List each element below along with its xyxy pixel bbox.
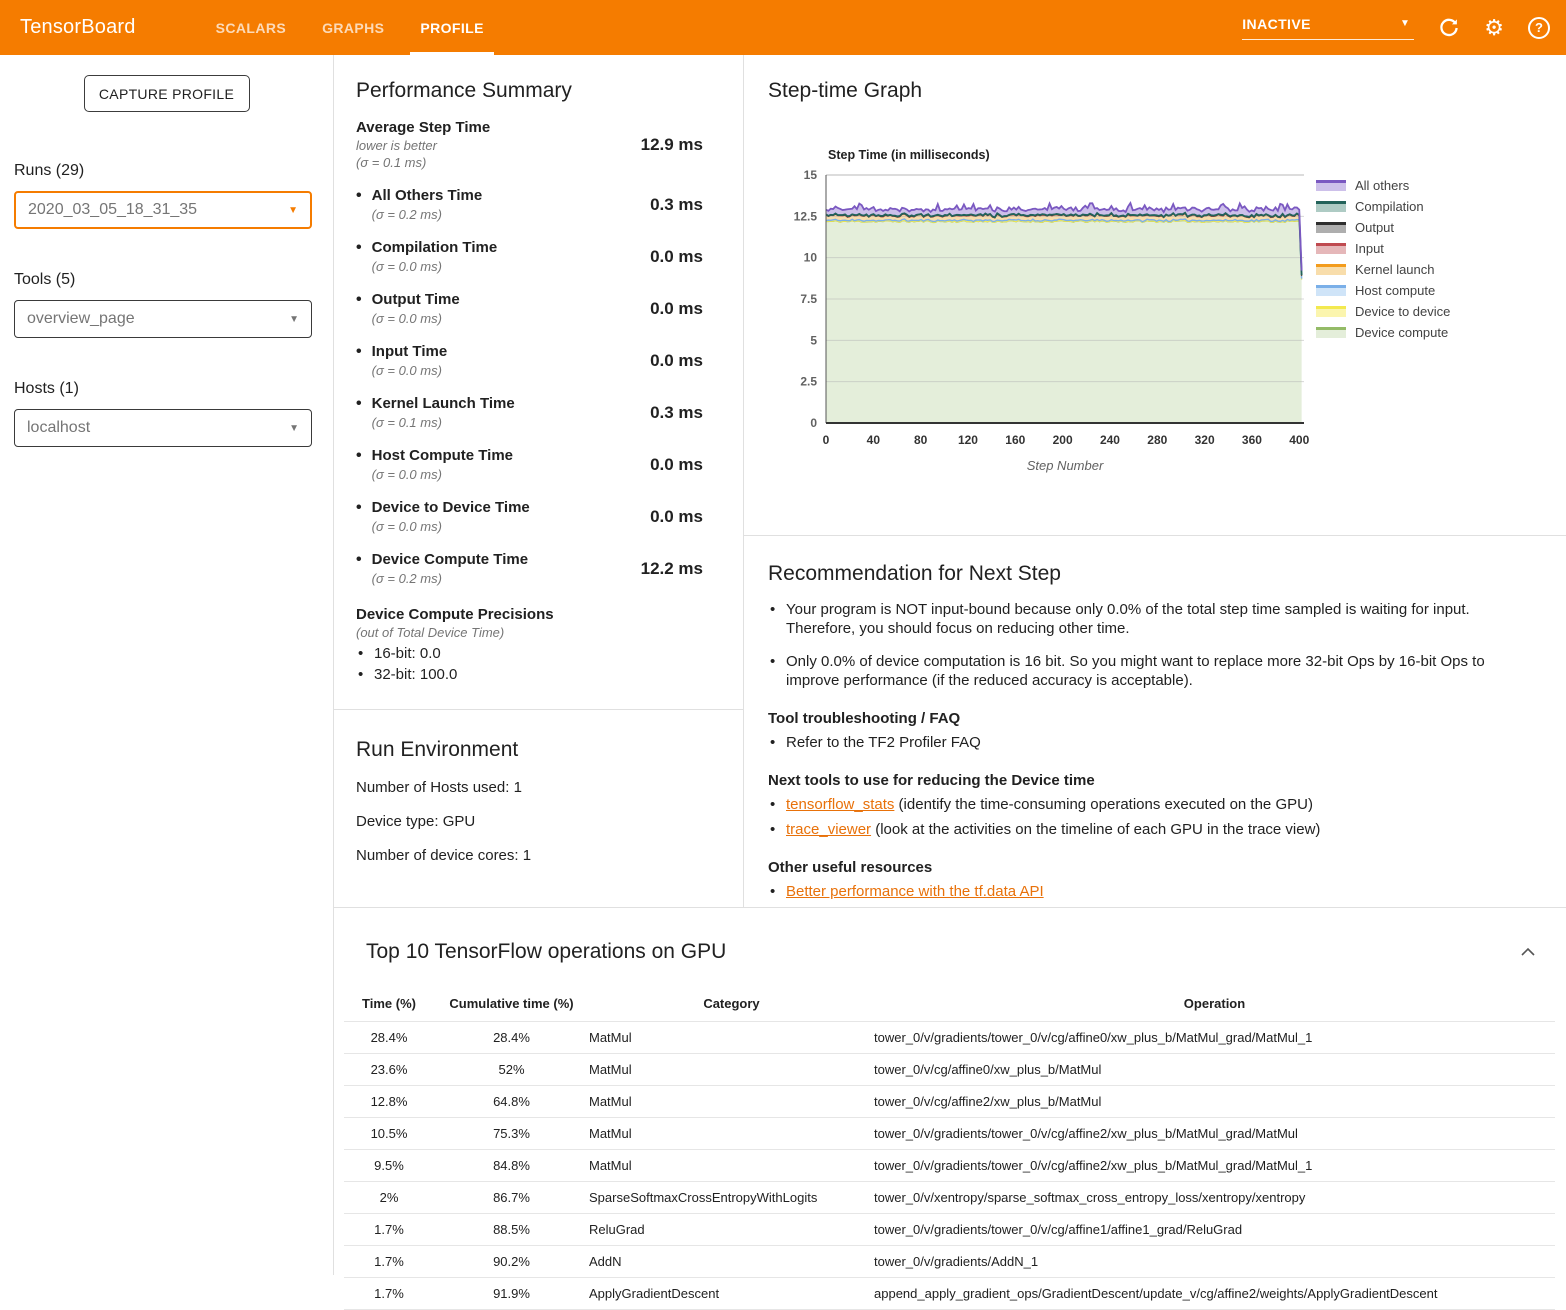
- column-header: Operation: [1183, 996, 1246, 1011]
- metric-row: [356, 343, 743, 378]
- metric-label: Device to Device Time: [371, 499, 530, 516]
- operation-cell: append_apply_gradient_ops/GradientDescent/update_v/cg/affine2/weights/ApplyGradientDescent: [874, 1278, 1555, 1310]
- table-header-row: [344, 988, 1555, 1022]
- cumulative-percent-cell: 88.5%: [434, 1214, 589, 1246]
- run-environment-line: Number of Hosts used: 1: [356, 779, 522, 796]
- selector-value: overview_page: [27, 310, 135, 327]
- category-cell: MatMul: [589, 1150, 874, 1182]
- bullet-dot: •: [356, 187, 362, 204]
- recommendation-bullet: • Only 0.0% of device computation is 16 bit. So you might want to replace more 32-bit Ops by 16-bit Ops to improve performance (if the reduced accuracy is acceptable).: [768, 652, 1530, 690]
- top-ops-section: [334, 908, 1566, 1310]
- legend-label: All others: [1355, 178, 1410, 193]
- svg-text:200: 200: [1052, 433, 1073, 447]
- cumulative-percent-cell: 90.2%: [434, 1246, 589, 1278]
- selector-value: 2020_03_05_18_31_35: [28, 201, 198, 218]
- step-time-chart: [782, 141, 1312, 473]
- nav-tab[interactable]: [312, 0, 394, 55]
- legend-label: Host compute: [1355, 283, 1436, 298]
- cumulative-percent-cell: 52%: [434, 1054, 589, 1086]
- precision-item: • 32-bit: 100.0: [356, 666, 743, 683]
- recommendation-section: [744, 536, 1566, 901]
- time-percent-cell: 1.7%: [344, 1246, 434, 1278]
- table-row: [344, 1214, 1555, 1246]
- metric-sigma: (σ = 0.0 ms): [371, 259, 442, 274]
- app-header: [0, 0, 1566, 55]
- selector-dropdown[interactable]: [14, 409, 312, 447]
- category-cell: SparseSoftmaxCrossEntropyWithLogits: [589, 1182, 874, 1214]
- table-row: [344, 1246, 1555, 1278]
- nav-tabs: [206, 0, 510, 55]
- nav-tab[interactable]: [410, 0, 493, 55]
- category-cell: MatMul: [589, 1022, 874, 1054]
- operation-cell: tower_0/v/cg/affine0/xw_plus_b/MatMul: [874, 1054, 1555, 1086]
- legend-swatch: [1316, 180, 1346, 191]
- nav-tab-label: PROFILE: [420, 19, 484, 36]
- time-percent-cell: 1.7%: [344, 1278, 434, 1310]
- next-tools-heading: Next tools to use for reducing the Device time: [768, 772, 1095, 789]
- nav-tab-label: SCALARS: [215, 19, 287, 36]
- sidebar: [0, 55, 334, 1275]
- legend-item: [1316, 221, 1450, 234]
- tool-link[interactable]: tensorflow_stats: [786, 796, 895, 813]
- cumulative-percent-cell: 75.3%: [434, 1118, 589, 1150]
- svg-text:12.5: 12.5: [793, 209, 817, 224]
- legend-label: Device to device: [1355, 304, 1451, 319]
- operation-cell: tower_0/v/gradients/tower_0/v/cg/affine0/xw_plus_b/MatMul_grad/MatMul_1: [874, 1022, 1555, 1054]
- cumulative-percent-cell: 64.8%: [434, 1086, 589, 1118]
- metric-sigma: (σ = 0.1 ms): [371, 415, 442, 430]
- legend-swatch: [1316, 285, 1346, 296]
- metric-label: Host Compute Time: [371, 447, 514, 464]
- legend-swatch: [1316, 327, 1346, 338]
- metric-sigma: (σ = 0.0 ms): [371, 467, 442, 482]
- legend-swatch: [1316, 201, 1346, 212]
- run-environment-title: Run Environment: [356, 738, 519, 761]
- precisions-label: Device Compute Precisions: [356, 606, 554, 623]
- legend-label: Input: [1355, 241, 1384, 256]
- status-label: INACTIVE: [1242, 15, 1311, 32]
- metric-value: 0.0 ms: [650, 246, 703, 266]
- selector-group: [14, 162, 333, 229]
- table-row: [344, 1022, 1555, 1054]
- svg-text:160: 160: [1005, 433, 1026, 447]
- metric-label: Kernel Launch Time: [371, 395, 515, 412]
- divider: [334, 709, 743, 710]
- table-row: [344, 1054, 1555, 1086]
- top-ops-title: Top 10 TensorFlow operations on GPU: [366, 940, 727, 963]
- column-header: Cumulative time (%): [449, 996, 574, 1011]
- tool-item: [768, 820, 1530, 839]
- operation-cell: tower_0/v/gradients/tower_0/v/cg/affine2/xw_plus_b/MatMul_grad/MatMul_1: [874, 1150, 1555, 1182]
- nav-tab-label: GRAPHS: [322, 19, 385, 36]
- run-environment-line: Number of device cores: 1: [356, 847, 532, 864]
- svg-text:Step Time (in milliseconds): Step Time (in milliseconds): [828, 148, 990, 162]
- selector-group: [14, 380, 333, 447]
- metric-value: 0.0 ms: [650, 454, 703, 474]
- metric-sigma: (σ = 0.1 ms): [356, 155, 427, 170]
- metric-row: [356, 551, 743, 586]
- operation-cell: tower_0/v/gradients/AddN_1: [874, 1246, 1555, 1278]
- selector-dropdown[interactable]: [14, 300, 312, 338]
- legend-label: Kernel launch: [1355, 262, 1435, 277]
- metric-value: 12.2 ms: [640, 558, 703, 578]
- operation-cell: tower_0/v/gradients/tower_0/v/cg/affine1/affine1_grad/ReluGrad: [874, 1214, 1555, 1246]
- legend-swatch: [1316, 306, 1346, 317]
- bullet-dot: •: [356, 447, 362, 464]
- svg-text:7.5: 7.5: [800, 292, 817, 306]
- nav-tab[interactable]: [206, 0, 296, 55]
- category-cell: AddN: [589, 1246, 874, 1278]
- operation-cell: tower_0/v/gradients/tower_0/v/cg/affine2/xw_plus_b/MatMul_grad/MatMul: [874, 1118, 1555, 1150]
- metric-value: 0.3 ms: [650, 194, 703, 214]
- run-environment-section: [356, 738, 743, 864]
- category-cell: ReluGrad: [589, 1214, 874, 1246]
- svg-text:240: 240: [1099, 433, 1120, 447]
- legend-item: [1316, 200, 1450, 213]
- run-environment-line: Device type: GPU: [356, 813, 476, 830]
- metric-value: 0.3 ms: [650, 402, 703, 422]
- capture-profile-button[interactable]: CAPTURE PROFILE: [84, 75, 250, 112]
- legend-item: [1316, 263, 1450, 276]
- selector-label: Tools (5): [14, 271, 76, 288]
- step-time-graph-section: [744, 55, 1566, 536]
- category-cell: ApplyGradientDescent: [589, 1278, 874, 1310]
- metric-rows: [356, 187, 743, 586]
- metric-value: 0.0 ms: [650, 298, 703, 318]
- metric-value: 0.0 ms: [650, 350, 703, 370]
- faq-item: • Refer to the TF2 Profiler FAQ: [768, 733, 1530, 752]
- metric-value: 0.0 ms: [650, 506, 703, 526]
- column-header: Category: [703, 996, 760, 1011]
- column-header: Time (%): [362, 996, 416, 1011]
- performance-summary-section: [356, 55, 743, 864]
- legend-item: [1316, 305, 1450, 318]
- precisions-note: (out of Total Device Time): [356, 625, 505, 640]
- cumulative-percent-cell: 84.8%: [434, 1150, 589, 1182]
- svg-text:400: 400: [1289, 433, 1310, 447]
- header-controls: [1242, 16, 1550, 40]
- precision-item: • 16-bit: 0.0: [356, 645, 743, 662]
- tool-item: [768, 795, 1530, 814]
- resource-link[interactable]: Better performance with the tf.data API: [786, 883, 1044, 900]
- legend-swatch: [1316, 243, 1346, 254]
- operation-cell: tower_0/v/cg/affine2/xw_plus_b/MatMul: [874, 1086, 1555, 1118]
- svg-text:120: 120: [957, 433, 978, 447]
- refresh-icon[interactable]: [1438, 17, 1460, 39]
- main-content: [334, 55, 1566, 1301]
- table-row: [344, 1150, 1555, 1182]
- recommendation-title: Recommendation for Next Step: [768, 562, 1061, 585]
- help-icon[interactable]: ?: [1528, 17, 1550, 39]
- selector-group: [14, 271, 333, 338]
- metric-label: Compilation Time: [371, 239, 498, 256]
- step-time-graph-title: Step-time Graph: [768, 79, 923, 102]
- average-step-time-row: [356, 119, 743, 170]
- time-percent-cell: 12.8%: [344, 1086, 434, 1118]
- other-resources-heading: Other useful resources: [768, 859, 933, 876]
- bullet-dot: •: [356, 343, 362, 360]
- svg-text:5: 5: [810, 333, 817, 348]
- selector-dropdown[interactable]: [14, 191, 312, 229]
- legend-item: [1316, 179, 1450, 192]
- legend-item: [1316, 284, 1450, 297]
- legend-swatch: [1316, 264, 1346, 275]
- bullet-dot: •: [356, 395, 362, 412]
- svg-text:0: 0: [810, 416, 817, 430]
- metric-row: [356, 499, 743, 534]
- metric-row: [356, 447, 743, 482]
- graph-column: [744, 55, 1566, 907]
- app-title: TensorBoard: [20, 16, 136, 38]
- svg-text:0: 0: [822, 433, 830, 447]
- metric-label: Device Compute Time: [371, 551, 529, 568]
- legend-item: [1316, 326, 1450, 339]
- svg-text:2.5: 2.5: [800, 374, 817, 389]
- device-precisions-block: [356, 606, 743, 683]
- metric-row: [356, 291, 743, 326]
- bullet-dot: •: [356, 239, 362, 256]
- metric-label: Average Step Time: [356, 119, 491, 136]
- category-cell: MatMul: [589, 1054, 874, 1086]
- metric-row: [356, 187, 743, 222]
- table-row: [344, 1118, 1555, 1150]
- category-cell: MatMul: [589, 1086, 874, 1118]
- table-row: [344, 1182, 1555, 1214]
- metric-sigma: (σ = 0.2 ms): [371, 207, 442, 222]
- metric-row: [356, 395, 743, 430]
- svg-text:40: 40: [866, 433, 881, 447]
- table-row: [344, 1086, 1555, 1118]
- metric-value: 12.9 ms: [640, 134, 703, 154]
- legend-swatch: [1316, 222, 1346, 233]
- faq-heading: Tool troubleshooting / FAQ: [768, 710, 961, 727]
- tool-description: (identify the time-consuming operations executed on the GPU): [894, 796, 1313, 813]
- chevron-down-icon: ▼: [1399, 18, 1411, 29]
- summary-column: [334, 55, 744, 907]
- chart-legend: [1316, 179, 1450, 473]
- legend-label: Output: [1355, 220, 1395, 235]
- svg-text:320: 320: [1194, 433, 1215, 447]
- bullet-dot: •: [356, 499, 362, 516]
- selector-value: localhost: [27, 419, 91, 436]
- bullet-dot: •: [356, 551, 362, 568]
- performance-summary-title: Performance Summary: [356, 79, 572, 102]
- legend-label: Device compute: [1355, 325, 1449, 340]
- resource-item: [768, 882, 1530, 901]
- operation-cell: tower_0/v/xentropy/sparse_softmax_cross_entropy_loss/xentropy/xentropy: [874, 1182, 1555, 1214]
- chevron-down-icon: ▼: [289, 422, 299, 434]
- time-percent-cell: 10.5%: [344, 1118, 434, 1150]
- metric-sigma: (σ = 0.0 ms): [371, 363, 442, 378]
- metric-label: All Others Time: [371, 187, 483, 204]
- chevron-down-icon: ▼: [289, 313, 299, 325]
- tool-description: (look at the activities on the timeline of each GPU in the trace view): [871, 821, 1321, 838]
- time-percent-cell: 23.6%: [344, 1054, 434, 1086]
- time-percent-cell: 28.4%: [344, 1022, 434, 1054]
- chevron-down-icon: ▼: [288, 204, 298, 216]
- bullet-dot: •: [356, 291, 362, 308]
- sidebar-selectors: [0, 162, 333, 447]
- time-percent-cell: 2%: [344, 1182, 434, 1214]
- time-percent-cell: 9.5%: [344, 1150, 434, 1182]
- cumulative-percent-cell: 91.9%: [434, 1278, 589, 1310]
- svg-text:10: 10: [803, 250, 817, 265]
- table-row: [344, 1278, 1555, 1310]
- time-percent-cell: 1.7%: [344, 1214, 434, 1246]
- legend-item: [1316, 242, 1450, 255]
- recommendation-bullet: • Your program is NOT input-bound because only 0.0% of the total step time sampled is waiting for input. Therefore, you should focus on reducing other time.: [768, 600, 1530, 638]
- metric-label: Output Time: [371, 291, 460, 308]
- metric-note: lower is better: [356, 138, 437, 153]
- metric-sigma: (σ = 0.0 ms): [371, 311, 442, 326]
- gear-icon[interactable]: ⚙: [1484, 14, 1504, 40]
- category-cell: MatMul: [589, 1118, 874, 1150]
- svg-text:360: 360: [1241, 433, 1262, 447]
- cumulative-percent-cell: 86.7%: [434, 1182, 589, 1214]
- svg-text:Step Number: Step Number: [1026, 458, 1104, 473]
- metric-row: [356, 239, 743, 274]
- status-dropdown[interactable]: [1242, 16, 1414, 40]
- selector-label: Runs (29): [14, 162, 85, 179]
- cumulative-percent-cell: 28.4%: [434, 1022, 589, 1054]
- selector-label: Hosts (1): [14, 380, 79, 397]
- top-ops-table: [344, 988, 1555, 1310]
- tool-link[interactable]: trace_viewer: [786, 821, 872, 838]
- collapse-chevron-icon[interactable]: [1520, 944, 1536, 962]
- svg-text:280: 280: [1147, 433, 1168, 447]
- metric-sigma: (σ = 0.2 ms): [371, 571, 442, 586]
- metric-sigma: (σ = 0.0 ms): [371, 519, 442, 534]
- legend-label: Compilation: [1355, 199, 1424, 214]
- svg-text:80: 80: [913, 433, 928, 447]
- metric-label: Input Time: [371, 343, 448, 360]
- svg-text:15: 15: [803, 168, 817, 182]
